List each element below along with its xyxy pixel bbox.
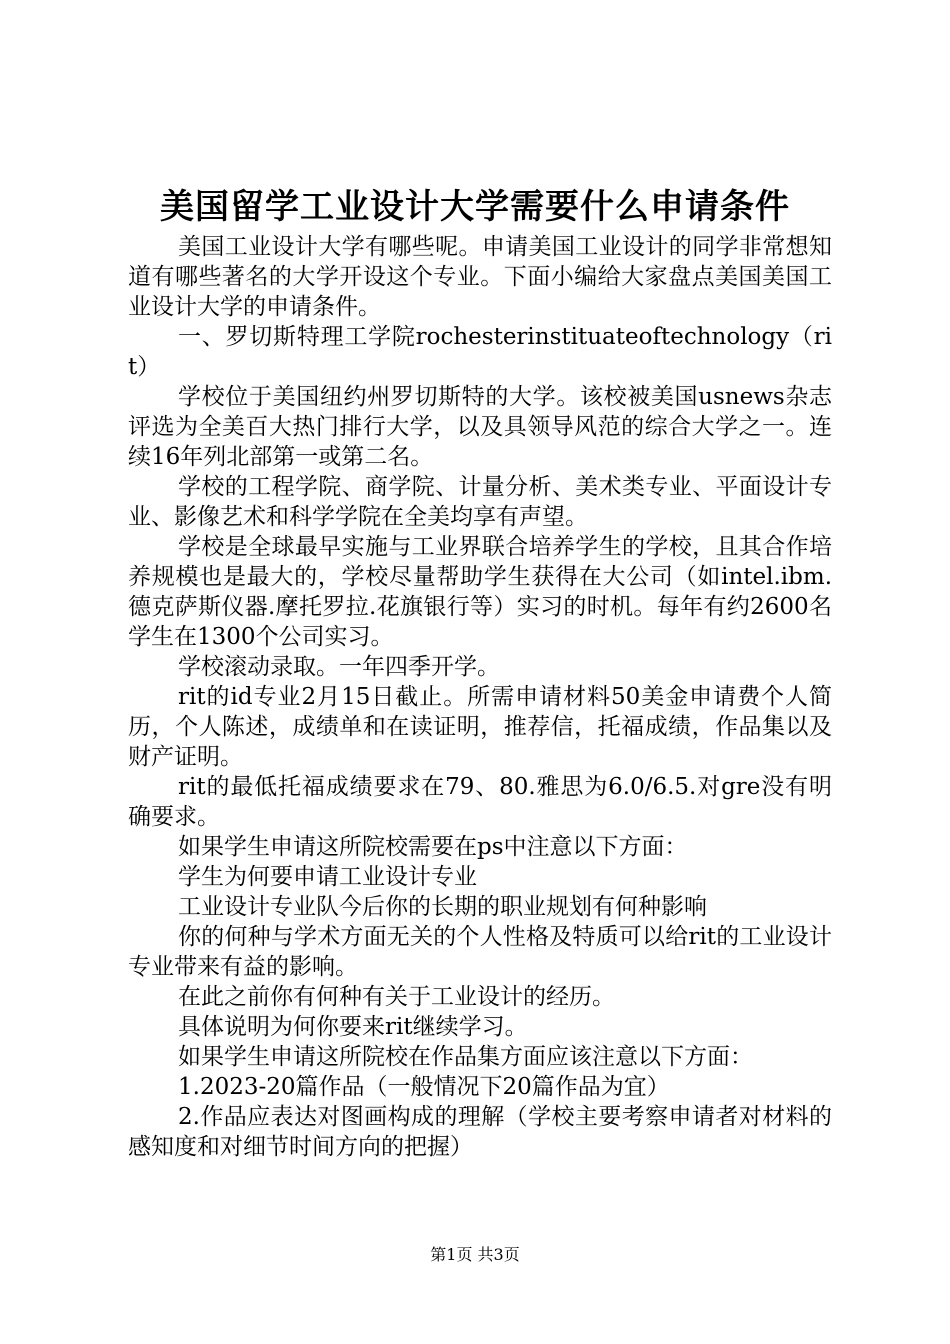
page-footer: 第1页 共3页 <box>430 1245 520 1264</box>
paragraph: 具体说明为何你要来rit继续学习。 <box>178 1014 528 1040</box>
paragraph: 如果学生申请这所院校需要在ps中注意以下方面： <box>178 834 688 860</box>
document-body <box>128 232 832 1162</box>
paragraph: 2.作品应表达对图画构成的理解（学校主要考察申请者对材料的感知度和对细节时间方向的把握） <box>128 1104 832 1160</box>
paragraph: 学生为何要申请工业设计专业 <box>178 864 477 890</box>
paragraph: 如果学生申请这所院校在作品集方面应该注意以下方面： <box>178 1044 753 1070</box>
paragraph: 学校滚动录取。一年四季开学。 <box>178 654 500 680</box>
paragraph: 学校的工程学院、商学院、计量分析、美术类专业、平面设计专业、影像艺术和科学学院在全美均享有声望。 <box>128 474 832 530</box>
paragraph: 你的何种与学术方面无关的个人性格及特质可以给rit的工业设计专业带来有益的影响。 <box>128 924 832 980</box>
paragraph: 美国工业设计大学有哪些呢。申请美国工业设计的同学非常想知道有哪些著名的大学开设这个专业。下面小编给大家盘点美国美国工业设计大学的申请条件。 <box>128 234 832 320</box>
paragraph: rit的最低托福成绩要求在79、80.雅思为6.0/6.5.对gre没有明确要求。 <box>128 774 832 830</box>
paragraph: 学校位于美国纽约州罗切斯特的大学。该校被美国usnews杂志评选为全美百大热门排行大学，以及具领导风范的综合大学之一。连续16年列北部第一或第二名。 <box>128 384 832 470</box>
paragraph: 1.2023-20篇作品（一般情况下20篇作品为宜） <box>178 1074 670 1100</box>
document-title: 美国留学工业设计大学需要什么申请条件 <box>160 187 790 227</box>
paragraph: rit的id专业2月15日截止。所需申请材料50美金申请费个人简历，个人陈述，成绩单和在读证明，推荐信，托福成绩，作品集以及财产证明。 <box>128 684 832 770</box>
paragraph: 学校是全球最早实施与工业界联合培养学生的学校，且其合作培养规模也是最大的，学校尽量帮助学生获得在大公司（如intel.ibm.德克萨斯仪器.摩托罗拉.花旗银行等）实习的时机。每年有约2600名学生在1300个公司实习。 <box>128 534 832 650</box>
paragraph: 一、罗切斯特理工学院rochesterinstituateoftechnology（rit） <box>128 324 832 380</box>
paragraph: 工业设计专业队今后你的长期的职业规划有何种影响 <box>178 894 707 920</box>
paragraph: 在此之前你有何种有关于工业设计的经历。 <box>178 984 615 1010</box>
